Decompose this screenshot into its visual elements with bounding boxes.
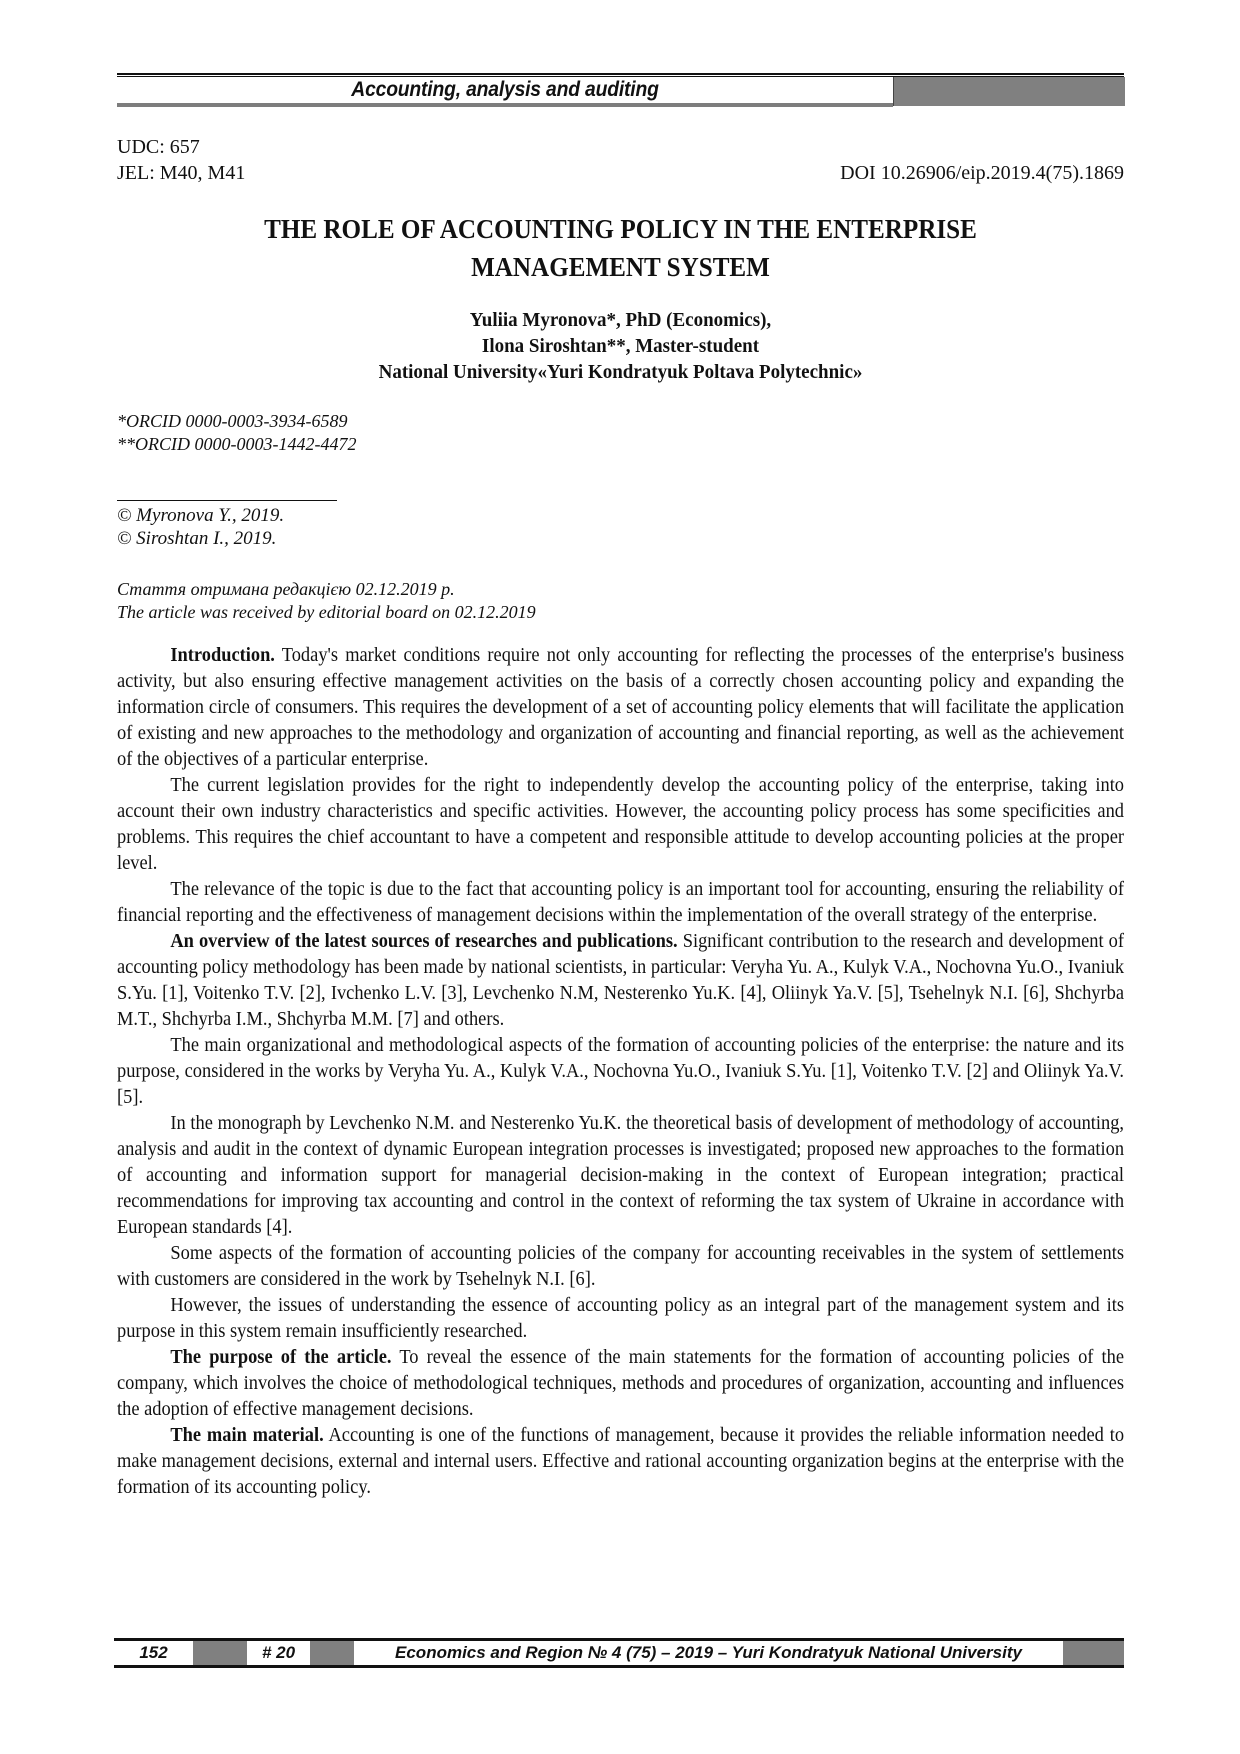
- footer-gray-block: [310, 1641, 354, 1665]
- paragraph: Some aspects of the formation of accounting policies of the company for accounting receivables in the system of settlements with customers are considered in the work by Tsehelnyk N.I. [6].: [117, 1242, 1125, 1290]
- received-ua: Стаття отримана редакцією 02.12.2019 р.: [117, 579, 455, 599]
- orcid-1: *ORCID 0000-0003-3934-6589: [117, 411, 348, 431]
- header-rule: [117, 73, 1124, 75]
- footnote-separator: [117, 500, 337, 501]
- paragraph: The current legislation provides for the right to independently develop the accounting policy of the enterprise, taking into account their own industry characteristics and specific activities. However, the accounting policy process has some specificities and problems. This requires the chief accountant to have a competent and responsible attitude to develop accounting policies at the proper level.: [117, 774, 1125, 874]
- copyright-block: [117, 504, 284, 550]
- paragraph-lead: The purpose of the article.: [170, 1346, 392, 1368]
- footer-rule-bottom: [114, 1665, 1124, 1668]
- paragraph: The main organizational and methodological aspects of the formation of accounting policies of the enterprise: the nature and its purpose, considered in the works by Veryha Yu. A., Kulyk V.A., Nochovna Yu.O., Ivaniuk S.Yu. [1], Voitenko T.V. [2] and Oliinyk Ya.V. [5].: [117, 1034, 1125, 1108]
- title-line-2: MANAGEMENT SYSTEM: [471, 252, 770, 282]
- copyright-1: © Myronova Y., 2019.: [117, 505, 285, 526]
- paragraph-lead: Introduction.: [170, 644, 275, 666]
- journal-name: Economics and Region № 4 (75) – 2019 – Yuri Kondratyuk National University: [395, 1643, 1022, 1662]
- footer-gray-block: [1063, 1641, 1124, 1665]
- affiliation: National University«Yuri Kondratyuk Poltava Polytechnic»: [378, 361, 863, 383]
- paragraph: However, the issues of understanding the essence of accounting policy as an integral part of the management system and its purpose in this system remain insufficiently researched.: [117, 1294, 1125, 1342]
- running-header: [117, 73, 1124, 106]
- article-body: [117, 642, 1124, 1500]
- orcid-2: **ORCID 0000-0003-1442-4472: [117, 434, 357, 454]
- author-1: Yuliia Myronova*, PhD (Economics),: [469, 309, 772, 331]
- udc-code: UDC: 657: [117, 136, 200, 158]
- paragraph-introduction: Introduction. Today's market conditions require not only accounting for reflecting the processes of the enterprise's business activity, but also ensuring effective management activities on the basis of a correctly chosen accounting policy and expanding the information circle of consumers. This requires the development of a set of accounting policy elements that will facilitate the application of existing and new approaches to the methodology and organization of accounting and financial reporting, as well as the achievement of the objectives of a particular enterprise.: [117, 644, 1125, 770]
- received-block: [117, 578, 536, 624]
- footer-gray-block: [193, 1641, 247, 1665]
- authors-block: [117, 307, 1124, 385]
- author-2: Ilona Siroshtan**, Master-student: [481, 335, 760, 357]
- article-title: [152, 210, 1089, 286]
- page-number: 152: [139, 1643, 168, 1662]
- header-gray-block: [893, 77, 1125, 106]
- paragraph: The relevance of the topic is due to the fact that accounting policy is an important tool for accounting, ensuring the reliability of financial reporting and the effectiveness of management decisions within the implementation of the overall strategy of the enterprise.: [117, 878, 1125, 926]
- paragraph-main-material: The main material. Accounting is one of the functions of management, because it provides the reliable information needed to make management decisions, external and internal users. Effective and rational accounting organization begins at the enterprise with the formation of its accounting policy.: [117, 1424, 1125, 1498]
- jel-code: JEL: M40, M41: [117, 162, 246, 184]
- running-footer: [114, 1638, 1124, 1668]
- paragraph-lead: An overview of the latest sources of researches and publications.: [170, 930, 678, 952]
- doi: DOI 10.26906/eip.2019.4(75).1869: [840, 162, 1124, 184]
- header-underline: [117, 103, 893, 107]
- received-en: The article was received by editorial board on 02.12.2019: [117, 602, 536, 622]
- orcid-block: [117, 410, 356, 456]
- paragraph-overview: An overview of the latest sources of researches and publications. Significant contribution to the research and development of accounting policy methodology has been made by national scientists, in particular: Veryha Yu. A., Kulyk V.A., Nochovna Yu.O., Ivaniuk S.Yu. [1], Voitenko T.V. [2], Ivchenko L.V. [3], Levchenko N.M, Nesterenko Yu.K. [4], Oliinyk Ya.V. [5], Tsehelnyk N.I. [6], Shchyrba M.T., Shchyrba I.M., Shchyrba M.M. [7] and others.: [117, 930, 1125, 1030]
- issue-number: # 20: [261, 1643, 296, 1662]
- copyright-2: © Siroshtan I., 2019.: [117, 528, 277, 549]
- section-title: Accounting, analysis and auditing: [351, 78, 659, 101]
- paragraph: In the monograph by Levchenko N.M. and Nesterenko Yu.K. the theoretical basis of development of methodology of accounting, analysis and audit in the context of dynamic European integration processes is investigated; proposed new approaches to the formation of accounting and information support for managerial decision-making in the context of European integration; practical recommendations for improving tax accounting and control in the context of reforming the tax system of Ukraine in accordance with European standards [4].: [117, 1112, 1125, 1238]
- title-line-1: THE ROLE OF ACCOUNTING POLICY IN THE ENTERPRISE: [264, 214, 977, 244]
- paragraph-lead: The main material.: [170, 1424, 324, 1446]
- paragraph-purpose: The purpose of the article. To reveal the essence of the main statements for the formation of accounting policies of the company, which involves the choice of methodological techniques, methods and procedures of organization, accounting and influences the adoption of effective management decisions.: [117, 1346, 1125, 1420]
